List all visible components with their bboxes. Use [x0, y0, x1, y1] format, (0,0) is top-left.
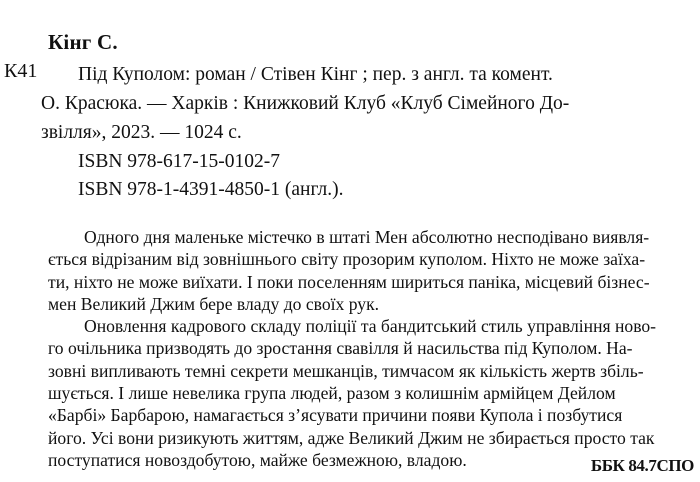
bibliographic-citation	[41, 60, 694, 147]
bbk-index: ББК 84.7СПО	[590, 456, 694, 475]
annotation-line: «Барбі» Барбарою, намагається з’ясувати причини появи Купола і позбутися	[48, 405, 623, 426]
annotation-line: го очільника призводять до зростання свавілля й насильства під Куполом. На-	[48, 338, 633, 359]
annotation-line: шується. І лише невелика група людей, разом з колишнім армійцем Дейлом	[48, 383, 616, 404]
citation-line: звілля», 2023. — 1024 с.	[41, 122, 242, 143]
annotation-line: Оновлення кадрового складу поліції та бандитський стиль управління ново-	[84, 316, 657, 337]
author-heading: Кінг С.	[48, 30, 118, 54]
isbn-line: ISBN 978-1-4391-4850-1 (англ.).	[78, 179, 344, 200]
isbn-block	[78, 148, 343, 204]
annotation-line: поступатися новоздобутою, майже безмежною, владою.	[48, 449, 467, 470]
annotation-line: мен Великий Джим бере владу до своїх рук.	[48, 293, 380, 314]
annotation-line: ється відрізаним від зовнішнього світу прозорим куполом. Ніхто не може заїха-	[48, 249, 646, 270]
annotation-line: ти, ніхто не може виїхати. І поки поселенням шириться паніка, місцевий бізнес-	[48, 271, 650, 292]
classification-code: К41	[4, 60, 38, 82]
citation-line: О. Красюка. — Харків : Книжковий Клуб «Клуб Сімейного До-	[41, 93, 570, 114]
citation-line: Під Куполом: роман / Стівен Кінг ; пер. з англ. та комент.	[78, 64, 553, 85]
book-annotation	[48, 226, 694, 471]
annotation-line: Одного дня маленьке містечко в штаті Мен абсолютно несподівано виявля-	[84, 227, 650, 247]
isbn-line: ISBN 978-617-15-0102-7	[78, 151, 281, 172]
annotation-line: зовні випливають темні секрети мешканців, тимчасом як кількість жертв збіль-	[48, 360, 644, 381]
annotation-line: його. Усі вони ризикують життям, адже Великий Джим не збирається просто так	[48, 427, 655, 448]
